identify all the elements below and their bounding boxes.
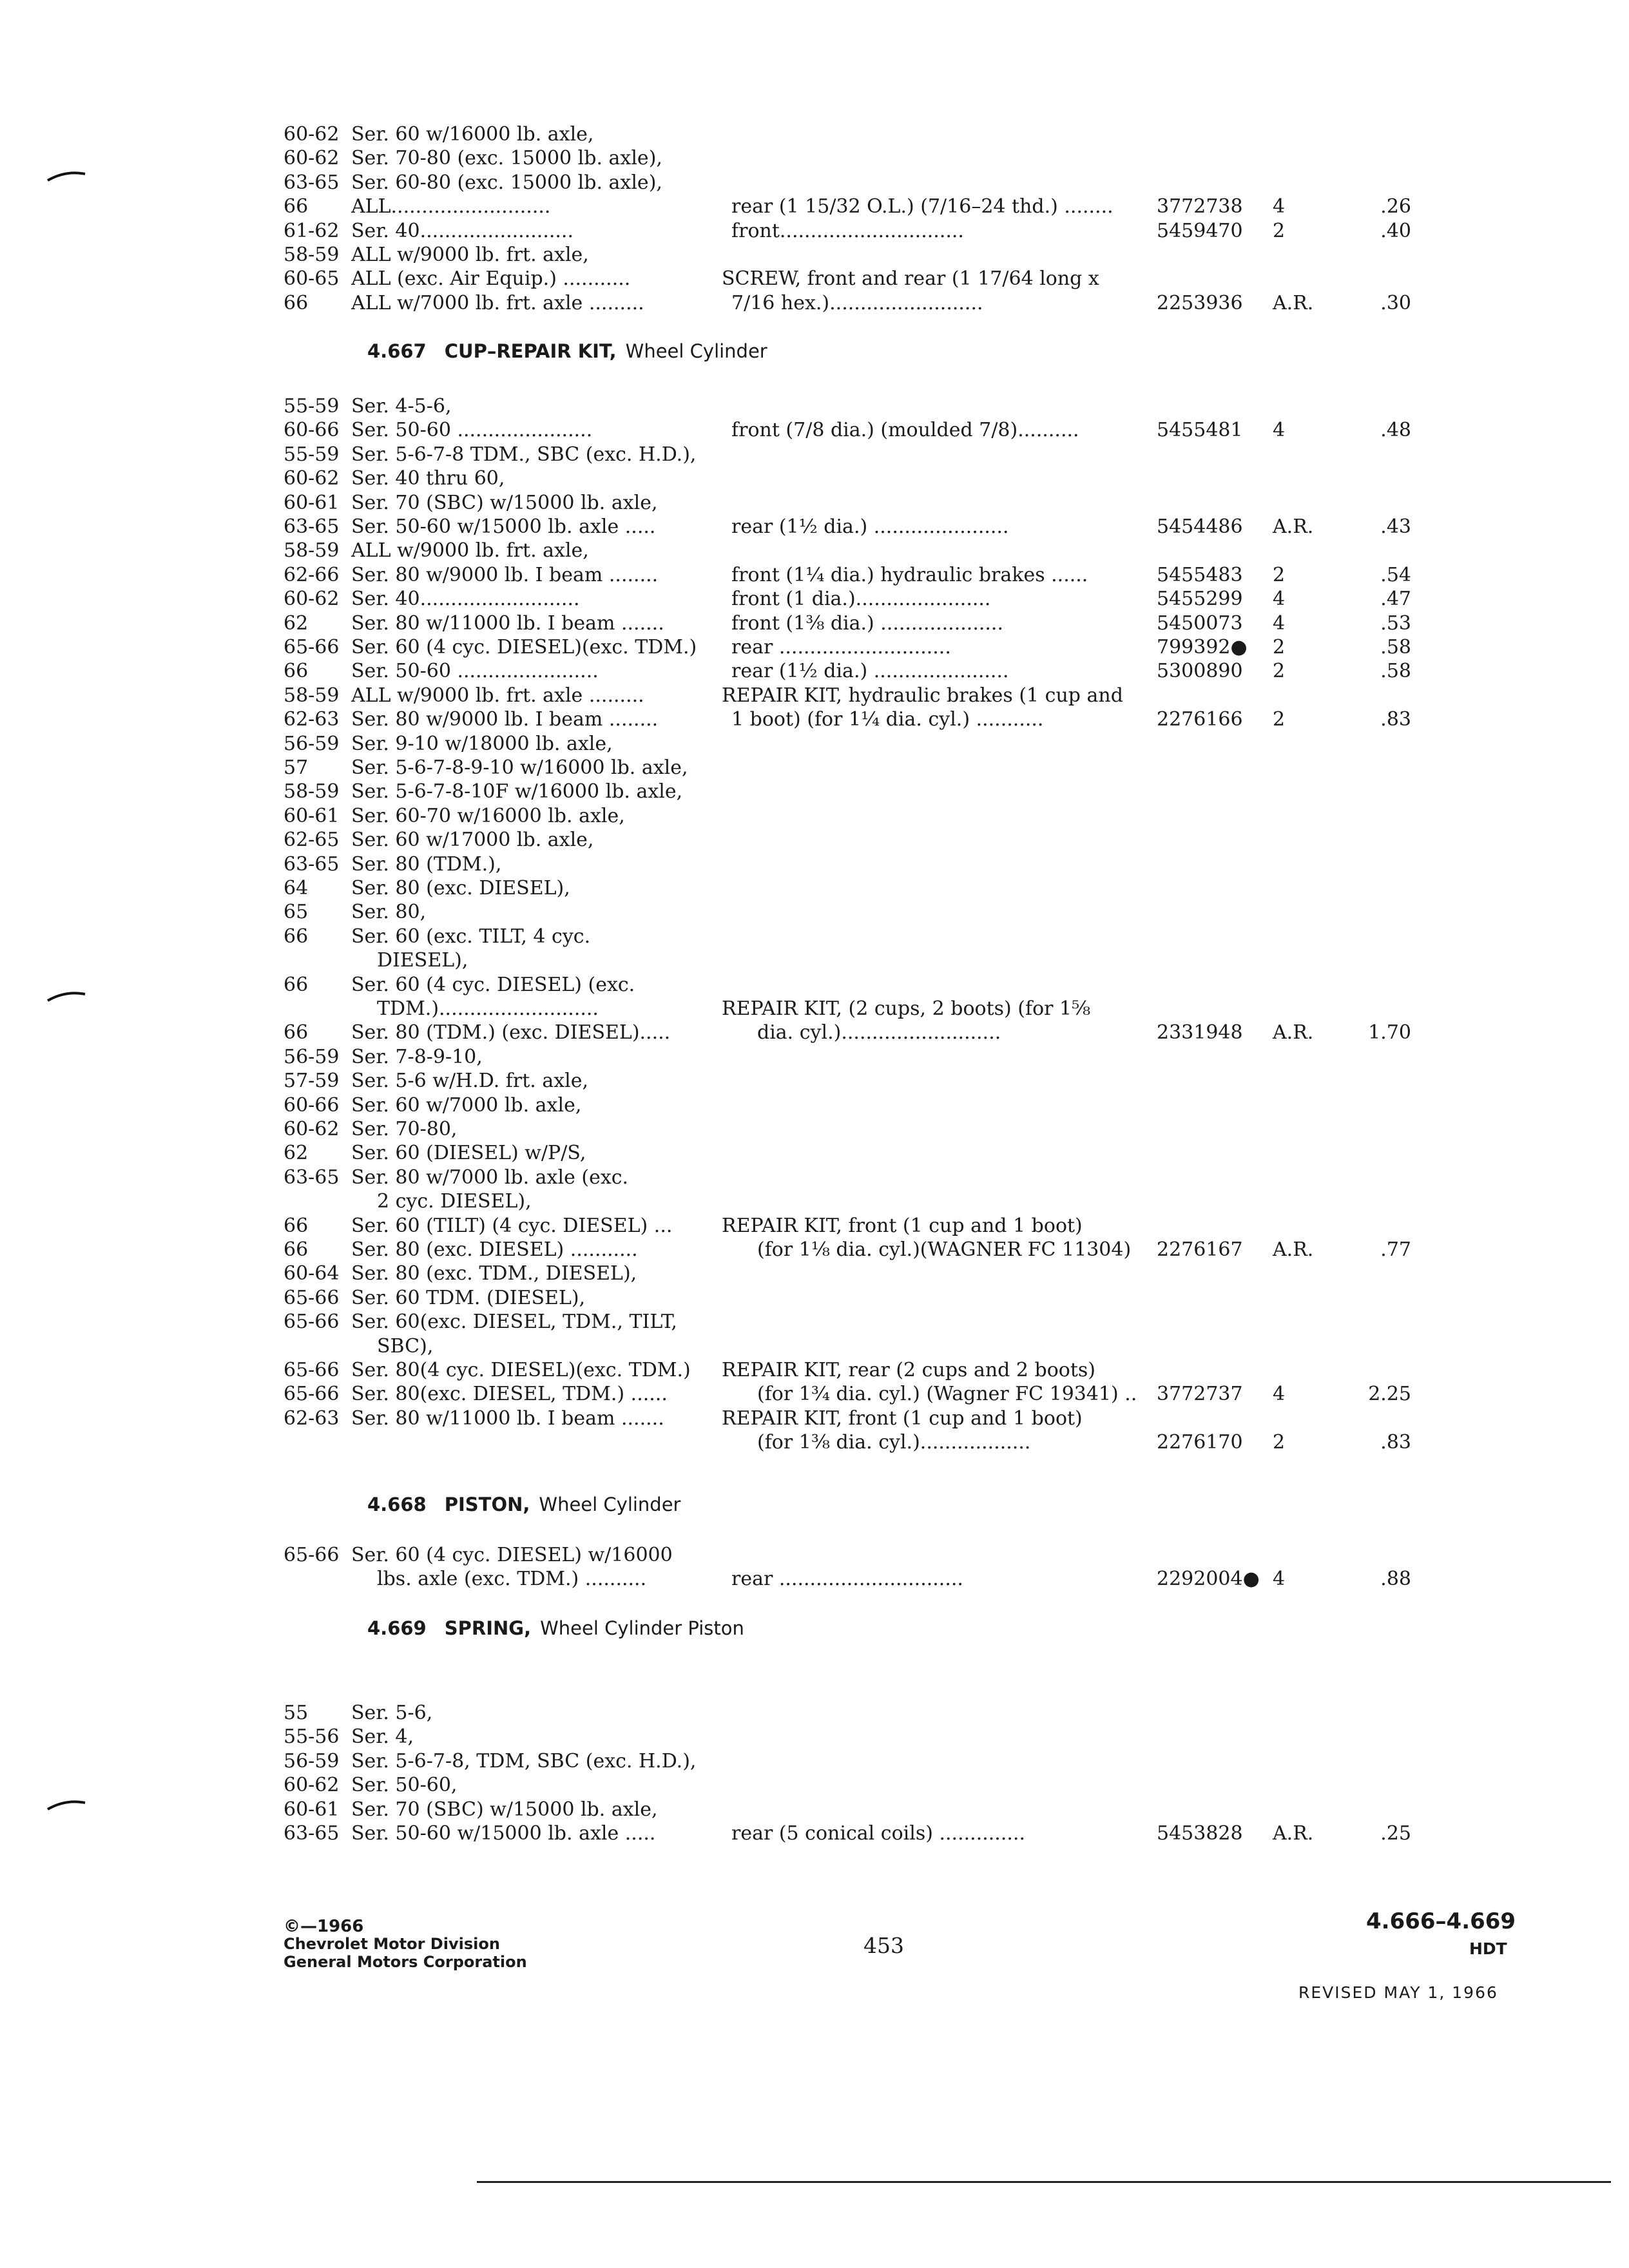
section-range: 4.666–4.669 <box>1366 1908 1516 1934</box>
application: Ser. 80 (exc. DIESEL) ........... <box>351 1238 638 1261</box>
model-years: 60-62 <box>284 147 340 170</box>
application: Ser. 60 (TILT) (4 cyc. DIESEL) ... <box>351 1214 673 1237</box>
parts-row <box>0 219 1629 244</box>
price: .77 <box>1380 1238 1411 1261</box>
model-years: 66 <box>284 660 309 683</box>
application: Ser. 80, <box>351 901 427 924</box>
model-years: 65-66 <box>284 1359 340 1381</box>
part-number: 2331948 <box>1157 1021 1243 1044</box>
application: Ser. 60 TDM. (DIESEL), <box>351 1286 586 1309</box>
model-years: 66 <box>284 973 309 996</box>
parts-row <box>0 1286 1629 1311</box>
model-years: 60-65 <box>284 267 340 291</box>
model-years: 66 <box>284 291 309 314</box>
part-number: 2292004● <box>1157 1568 1260 1591</box>
application: Ser. 5-6 w/H.D. frt. axle, <box>351 1070 589 1093</box>
part-description: REPAIR KIT, hydraulic brakes (1 cup and <box>722 684 1123 707</box>
quantity: A.R. <box>1273 1238 1314 1261</box>
model-years: 56-59 <box>284 732 340 755</box>
model-years: 55-59 <box>284 443 340 466</box>
application: Ser. 50-60 w/15000 lb. axle ..... <box>351 515 656 538</box>
model-years: 60-62 <box>284 467 340 490</box>
application: Ser. 5-6-7-8-9-10 w/16000 lb. axle, <box>351 756 688 779</box>
section-title: SPRING, <box>444 1617 532 1639</box>
part-description: front (1⅜ dia.) .................... <box>731 611 1004 635</box>
section-heading <box>367 1494 680 1515</box>
quantity: 4 <box>1273 611 1286 635</box>
model-years: 60-61 <box>284 1798 340 1821</box>
section-title: CUP–REPAIR KIT, <box>444 340 617 362</box>
application: Ser. 80(exc. DIESEL, TDM.) ...... <box>351 1383 668 1406</box>
parts-row <box>0 997 1629 1021</box>
model-years: 58-59 <box>284 684 340 707</box>
parts-row <box>0 1334 1629 1359</box>
parts-row <box>0 1567 1629 1591</box>
application: Ser. 80 w/7000 lb. axle (exc. <box>351 1166 629 1189</box>
parts-row <box>0 1725 1629 1749</box>
application: Ser. 80 (TDM.) (exc. DIESEL)..... <box>351 1021 671 1044</box>
parts-row <box>0 1069 1629 1093</box>
model-years: 63-65 <box>284 171 340 194</box>
part-number: 799392● <box>1157 636 1248 658</box>
parts-row <box>0 1382 1629 1407</box>
section-heading <box>367 340 767 362</box>
part-description: (for 1⅜ dia. cyl.).................. <box>757 1431 1031 1454</box>
application: Ser. 80 w/11000 lb. I beam ....... <box>351 1407 664 1430</box>
application: Ser. 70 (SBC) w/15000 lb. axle, <box>351 491 658 514</box>
parts-row <box>0 491 1629 515</box>
model-years: 63-65 <box>284 1166 340 1189</box>
application: Ser. 60 (4 cyc. DIESEL) w/16000 <box>351 1544 673 1566</box>
parts-row <box>0 611 1629 636</box>
parts-row <box>0 948 1629 973</box>
quantity: A.R. <box>1273 1021 1314 1044</box>
parts-row <box>0 1117 1629 1142</box>
application: lbs. axle (exc. TDM.) .......... <box>377 1568 647 1591</box>
quantity: A.R. <box>1273 515 1314 538</box>
part-description: REPAIR KIT, front (1 cup and 1 boot) <box>722 1214 1083 1237</box>
parts-row <box>0 804 1629 829</box>
application: Ser. 80 w/9000 lb. I beam ........ <box>351 708 659 731</box>
parts-row <box>0 243 1629 267</box>
part-description: front (1 dia.)...................... <box>731 588 991 611</box>
application: Ser. 40 thru 60, <box>351 467 505 490</box>
part-number: 2253936 <box>1157 291 1243 314</box>
model-years: 62-65 <box>284 829 340 852</box>
application: Ser. 60 w/16000 lb. axle, <box>351 123 594 146</box>
parts-row <box>0 1021 1629 1045</box>
model-years: 65-66 <box>284 1383 340 1406</box>
application: Ser. 80 (exc. DIESEL), <box>351 877 570 899</box>
model-years: 61-62 <box>284 219 340 242</box>
model-years: 55-59 <box>284 395 340 418</box>
parts-row <box>0 1821 1629 1846</box>
parts-row <box>0 635 1629 660</box>
parts-row <box>0 195 1629 219</box>
part-number: 5455299 <box>1157 588 1243 611</box>
application: Ser. 50-60 w/15000 lb. axle ..... <box>351 1822 656 1845</box>
model-years: 65 <box>284 901 309 924</box>
parts-row <box>0 852 1629 877</box>
parts-row <box>0 973 1629 997</box>
application: Ser. 4-5-6, <box>351 395 452 418</box>
model-years: 57 <box>284 756 309 779</box>
parts-row <box>0 1701 1629 1725</box>
application: Ser. 5-6-7-8 TDM., SBC (exc. H.D.), <box>351 443 697 466</box>
parts-row <box>0 1407 1629 1431</box>
price: .30 <box>1380 291 1411 314</box>
application: Ser. 40......................... <box>351 219 574 242</box>
part-description: 7/16 hex.)......................... <box>731 291 983 314</box>
model-years: 65-66 <box>284 636 340 658</box>
parts-row <box>0 443 1629 467</box>
part-description: REPAIR KIT, front (1 cup and 1 boot) <box>722 1407 1083 1430</box>
part-description: dia. cyl.).......................... <box>757 1021 1001 1044</box>
quantity: 4 <box>1273 1568 1286 1591</box>
model-years: 62 <box>284 1142 309 1165</box>
model-years: 56-59 <box>284 1749 340 1773</box>
model-years: 66 <box>284 1214 309 1237</box>
application: Ser. 50-60, <box>351 1774 458 1797</box>
part-description: rear (1½ dia.) ...................... <box>731 660 1009 683</box>
model-years: 66 <box>284 925 309 948</box>
model-years: 60-61 <box>284 491 340 514</box>
page-number: 453 <box>863 1933 904 1958</box>
price: .26 <box>1380 195 1411 218</box>
quantity: 4 <box>1273 195 1286 218</box>
quantity: 4 <box>1273 419 1286 442</box>
application: Ser. 60 w/17000 lb. axle, <box>351 829 594 852</box>
section-heading <box>367 1617 744 1639</box>
part-number: 5450073 <box>1157 611 1243 635</box>
parts-row <box>0 1773 1629 1798</box>
model-years: 60-62 <box>284 1774 340 1797</box>
application: Ser. 5-6, <box>351 1702 433 1724</box>
quantity: A.R. <box>1273 291 1314 314</box>
application: Ser. 60-80 (exc. 15000 lb. axle), <box>351 171 662 194</box>
quantity: A.R. <box>1273 1822 1314 1845</box>
part-number: 3772738 <box>1157 195 1243 218</box>
price: .83 <box>1380 708 1411 731</box>
model-years: 63-65 <box>284 852 340 876</box>
bottom-rule <box>477 2181 1611 2183</box>
price: .83 <box>1380 1431 1411 1454</box>
part-number: 2276167 <box>1157 1238 1243 1261</box>
model-years: 60-62 <box>284 588 340 611</box>
application: ALL (exc. Air Equip.) ........... <box>351 267 631 291</box>
application: ALL w/9000 lb. frt. axle, <box>351 539 589 562</box>
parts-row <box>0 1310 1629 1334</box>
price: .25 <box>1380 1822 1411 1845</box>
price: .53 <box>1380 611 1411 635</box>
parts-row <box>0 732 1629 756</box>
revision-date: REVISED MAY 1, 1966 <box>1298 1983 1498 2002</box>
application: ALL w/7000 lb. frt. axle ......... <box>351 291 644 314</box>
part-number: 5454486 <box>1157 515 1243 538</box>
model-years: 66 <box>284 1238 309 1261</box>
application: Ser. 4, <box>351 1725 414 1749</box>
model-years: 58-59 <box>284 780 340 803</box>
model-years: 66 <box>284 1021 309 1044</box>
section-subtitle: Wheel Cylinder Piston <box>540 1617 744 1639</box>
application: Ser. 50-60 ...................... <box>351 419 593 442</box>
application: Ser. 60 (4 cyc. DIESEL) (exc. <box>351 973 635 996</box>
part-description: 1 boot) (for 1¼ dia. cyl.) ........... <box>731 708 1044 731</box>
part-description: rear (1 15/32 O.L.) (7/16–24 thd.) ........ <box>731 195 1113 218</box>
application: Ser. 60 (DIESEL) w/P/S, <box>351 1142 586 1165</box>
application: Ser. 80 w/11000 lb. I beam ....... <box>351 611 664 635</box>
copyright-line: ©—1966 <box>284 1917 364 1936</box>
part-description: front (7/8 dia.) (moulded 7/8).......... <box>731 419 1079 442</box>
model-years: 62-63 <box>284 708 340 731</box>
section-subtitle: Wheel Cylinder <box>539 1494 681 1515</box>
application: ALL w/9000 lb. frt. axle ......... <box>351 684 644 707</box>
part-number: 5455481 <box>1157 419 1243 442</box>
quantity: 2 <box>1273 219 1286 242</box>
application: Ser. 60 (exc. TILT, 4 cyc. <box>351 925 591 948</box>
quantity: 2 <box>1273 1431 1286 1454</box>
model-years: 60-64 <box>284 1262 340 1285</box>
parts-row <box>0 1141 1629 1166</box>
part-number: 5300890 <box>1157 660 1243 683</box>
price: .40 <box>1380 219 1411 242</box>
section-subtitle: Wheel Cylinder <box>625 340 767 362</box>
parts-row <box>0 515 1629 539</box>
model-years: 62-66 <box>284 563 340 586</box>
application: SBC), <box>377 1334 434 1358</box>
parts-row <box>0 1358 1629 1383</box>
quantity: 4 <box>1273 1383 1286 1406</box>
parts-row <box>0 780 1629 804</box>
model-years: 60-62 <box>284 123 340 146</box>
application: Ser. 7-8-9-10, <box>351 1045 483 1068</box>
parts-row <box>0 1430 1629 1455</box>
application: 2 cyc. DIESEL), <box>377 1190 532 1213</box>
application: Ser. 50-60 ....................... <box>351 660 599 683</box>
part-number: 2276166 <box>1157 708 1243 731</box>
application: ALL w/9000 lb. frt. axle, <box>351 244 589 266</box>
part-description: rear ............................ <box>731 636 951 658</box>
part-description: rear (5 conical coils) .............. <box>731 1822 1025 1845</box>
parts-row <box>0 418 1629 443</box>
application: Ser. 60-70 w/16000 lb. axle, <box>351 804 625 827</box>
series-code: HDT <box>1469 1939 1507 1958</box>
section-title: PISTON, <box>444 1494 530 1515</box>
price: 2.25 <box>1368 1383 1411 1406</box>
parts-row <box>0 828 1629 852</box>
model-years: 65-66 <box>284 1544 340 1566</box>
application: Ser. 80 w/9000 lb. I beam ........ <box>351 563 659 586</box>
part-description: front (1¼ dia.) hydraulic brakes ...... <box>731 563 1088 586</box>
parts-row <box>0 659 1629 684</box>
model-years: 62-63 <box>284 1407 340 1430</box>
parts-row <box>0 1798 1629 1822</box>
model-years: 63-65 <box>284 1822 340 1845</box>
application: Ser. 80(4 cyc. DIESEL)(exc. TDM.) <box>351 1359 691 1381</box>
model-years: 65-66 <box>284 1286 340 1309</box>
parts-row <box>0 539 1629 563</box>
application: Ser. 80 (exc. TDM., DIESEL), <box>351 1262 637 1285</box>
parts-row <box>0 466 1629 491</box>
parts-row <box>0 1543 1629 1568</box>
application: DIESEL), <box>377 949 468 972</box>
parts-row <box>0 1166 1629 1190</box>
parts-row <box>0 394 1629 419</box>
part-number: 5453828 <box>1157 1822 1243 1845</box>
model-years: 58-59 <box>284 244 340 266</box>
model-years: 60-66 <box>284 419 340 442</box>
model-years: 60-62 <box>284 1118 340 1140</box>
price: .48 <box>1380 419 1411 442</box>
parts-row <box>0 146 1629 171</box>
division-name: Chevrolet Motor Division <box>284 1935 500 1953</box>
model-years: 64 <box>284 877 309 899</box>
part-number: 5455483 <box>1157 563 1243 586</box>
parts-row <box>0 1749 1629 1774</box>
parts-row <box>0 756 1629 780</box>
application: Ser. 70-80 (exc. 15000 lb. axle), <box>351 147 662 170</box>
model-years: 60-66 <box>284 1093 340 1117</box>
price: .88 <box>1380 1568 1411 1591</box>
parts-row <box>0 1262 1629 1286</box>
application: Ser. 5-6-7-8-10F w/16000 lb. axle, <box>351 780 683 803</box>
part-description: (for 1⅛ dia. cyl.)(WAGNER FC 11304) <box>757 1238 1132 1261</box>
application: TDM.).......................... <box>377 997 599 1020</box>
quantity: 4 <box>1273 588 1286 611</box>
model-years: 55-56 <box>284 1725 340 1749</box>
parts-row <box>0 876 1629 901</box>
model-years: 56-59 <box>284 1045 340 1068</box>
price: .54 <box>1380 563 1411 586</box>
part-number: 2276170 <box>1157 1431 1243 1454</box>
part-description: rear .............................. <box>731 1568 963 1591</box>
application: Ser. 60 w/7000 lb. axle, <box>351 1093 582 1117</box>
section-number: 4.669 <box>367 1617 427 1639</box>
price: 1.70 <box>1368 1021 1411 1044</box>
price: .47 <box>1380 588 1411 611</box>
parts-row <box>0 171 1629 195</box>
model-years: 65-66 <box>284 1311 340 1334</box>
application: Ser. 70 (SBC) w/15000 lb. axle, <box>351 1798 658 1821</box>
model-years: 63-65 <box>284 515 340 538</box>
parts-row <box>0 291 1629 316</box>
quantity: 2 <box>1273 636 1286 658</box>
parts-row <box>0 122 1629 147</box>
price: .58 <box>1380 636 1411 658</box>
part-number: 3772737 <box>1157 1383 1243 1406</box>
corporation-name: General Motors Corporation <box>284 1953 527 1971</box>
application: Ser. 60(exc. DIESEL, TDM., TILT, <box>351 1311 677 1334</box>
parts-row <box>0 707 1629 732</box>
part-number: 5459470 <box>1157 219 1243 242</box>
parts-row <box>0 925 1629 949</box>
part-description: (for 1¾ dia. cyl.) (Wagner FC 19341) .. <box>757 1383 1137 1406</box>
parts-row <box>0 1093 1629 1118</box>
parts-row <box>0 1238 1629 1262</box>
application: Ser. 70-80, <box>351 1118 458 1140</box>
parts-row <box>0 900 1629 925</box>
section-number: 4.667 <box>367 340 427 362</box>
application: Ser. 60 (4 cyc. DIESEL)(exc. TDM.) <box>351 636 697 658</box>
application: ALL.......................... <box>351 195 551 218</box>
model-years: 57-59 <box>284 1070 340 1093</box>
part-description: front.............................. <box>731 219 964 242</box>
model-years: 66 <box>284 195 309 218</box>
part-description: REPAIR KIT, rear (2 cups and 2 boots) <box>722 1359 1095 1381</box>
section-number: 4.668 <box>367 1494 427 1515</box>
model-years: 58-59 <box>284 539 340 562</box>
application: Ser. 5-6-7-8, TDM, SBC (exc. H.D.), <box>351 1749 697 1773</box>
price: .43 <box>1380 515 1411 538</box>
application: Ser. 80 (TDM.), <box>351 852 502 876</box>
quantity: 2 <box>1273 708 1286 731</box>
model-years: 55 <box>284 1702 309 1724</box>
part-description: SCREW, front and rear (1 17/64 long x <box>722 267 1099 291</box>
model-years: 62 <box>284 611 309 635</box>
price: .58 <box>1380 660 1411 683</box>
parts-row <box>0 267 1629 291</box>
model-years: 60-61 <box>284 804 340 827</box>
part-description: REPAIR KIT, (2 cups, 2 boots) (for 1⅝ <box>722 997 1091 1020</box>
parts-row <box>0 563 1629 588</box>
parts-row <box>0 1189 1629 1214</box>
parts-row <box>0 684 1629 708</box>
quantity: 2 <box>1273 563 1286 586</box>
parts-row <box>0 1214 1629 1238</box>
application: Ser. 9-10 w/18000 lb. axle, <box>351 732 613 755</box>
part-description: rear (1½ dia.) ...................... <box>731 515 1009 538</box>
parts-row <box>0 1045 1629 1070</box>
application: Ser. 40.......................... <box>351 588 580 611</box>
quantity: 2 <box>1273 660 1286 683</box>
parts-row <box>0 587 1629 611</box>
